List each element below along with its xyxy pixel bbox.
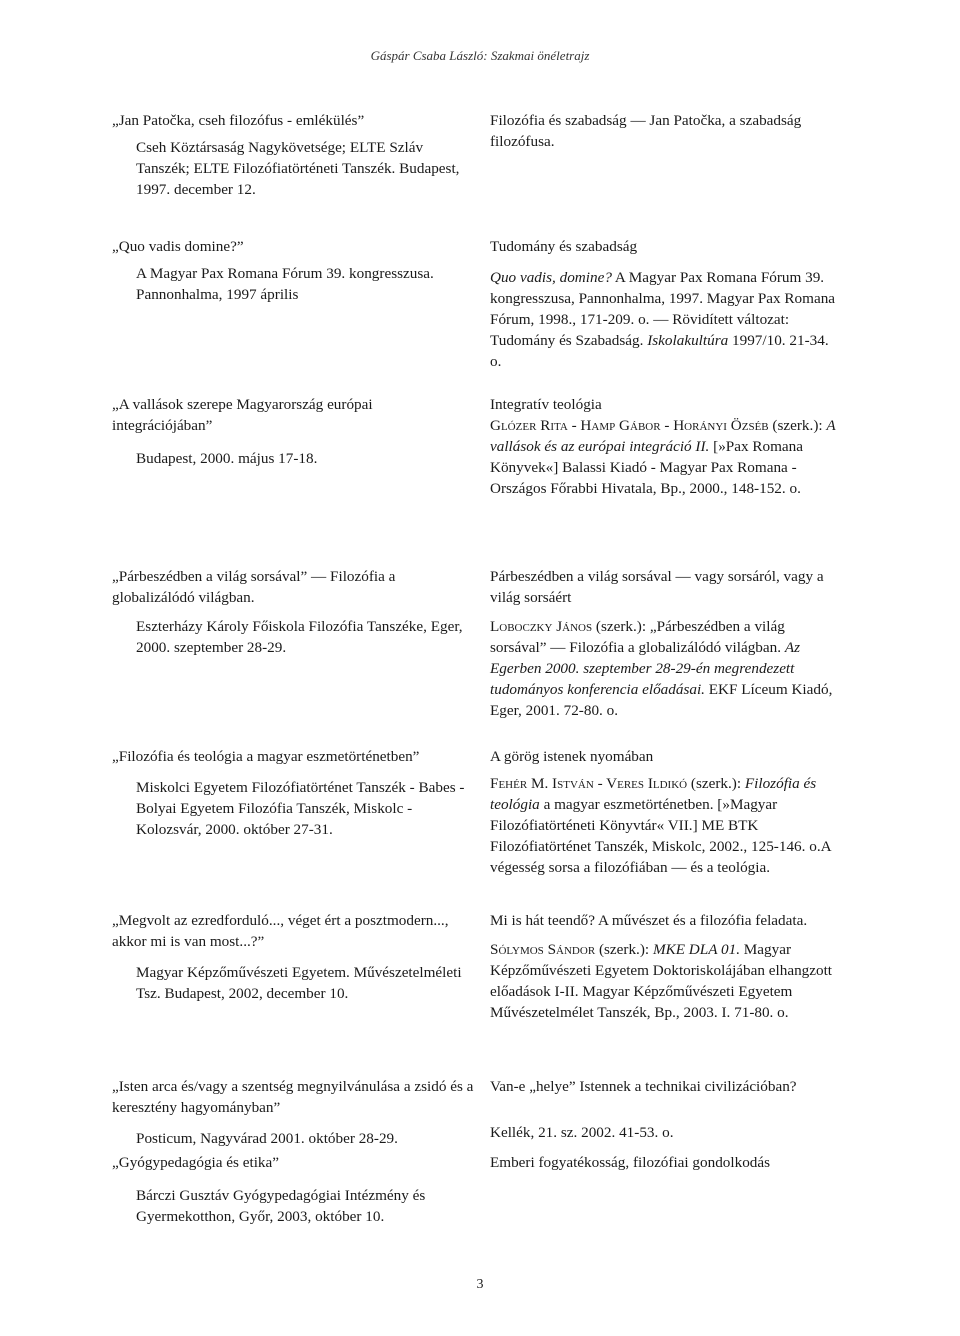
ref-title: Quo vadis, domine? <box>490 269 612 286</box>
ref-pages: 1997/10. 21-34. o. <box>490 332 829 370</box>
page-number: 3 <box>476 1277 484 1292</box>
event-entry <box>112 236 474 305</box>
event-location: Bárczi Gusztáv Gyógypedagógiai Intézmény és Gyermekotthon, Győr, 2003, október 10. <box>136 1187 426 1225</box>
publication-reference <box>490 616 840 721</box>
event-title: „Isten arca és/vagy a szentség megnyilvánulása a zsidó és a keresztény hagyományban” <box>112 1078 474 1116</box>
publication-entry <box>490 910 840 1023</box>
ref-editors: Loboczky János <box>490 618 593 635</box>
event-title: „Quo vadis domine?” <box>112 238 244 255</box>
ref-text: A Magyar Pax Romana Fórum 39. kongresszusa, Pannonhalma, 1997. Magyar Pax Romana Fórum, 1998., 171-209. o. — Rövidített változat: Tudomány és Szabadság. <box>490 269 836 349</box>
event-title: „Gyógypedagógia és etika” <box>112 1154 279 1171</box>
publication-title: Mi is hát teendő? A művészet és a filozófia feladata. <box>490 912 808 929</box>
event-location: Miskolci Egyetem Filozófiatörténet Tanszék - Babes - Bolyai Egyetem Filozófia Tanszék, Miskolc - Kolozsvár, 2000. október 27-31. <box>136 779 465 838</box>
ref-publisher: EKF Líceum Kiadó, Eger, 2001. 72-80. o. <box>490 681 833 719</box>
ref-journal: Iskolakultúra <box>647 332 729 349</box>
ref-book-title: A vallások és az európai integráció II. <box>490 417 836 455</box>
ref-text: (szerk.): <box>687 775 745 792</box>
publication-entry <box>490 236 840 372</box>
ref-publisher: Magyar Képzőművészeti Egyetem Doktoriskolájában elhangzott előadások I-II. Magyar Képzőművészeti Egyetem Művészetelmélet Tanszék, Bp., 2003. I. 71-80. o. <box>490 941 833 1021</box>
publications-column <box>490 110 840 1230</box>
publication-entry <box>490 110 840 152</box>
event-location: Eszterházy Károly Főiskola Filozófia Tanszéke, Eger, 2000. szeptember 28-29. <box>136 618 463 656</box>
publication-reference <box>490 773 840 878</box>
publication-title: Párbeszédben a világ sorsával — vagy sorsáról, vagy a világ sorsáért <box>490 568 824 606</box>
event-location: Budapest, 2000. május 17-18. <box>136 450 318 467</box>
publication-title: Emberi fogyatékosság, filozófiai gondolkodás <box>490 1154 771 1171</box>
publication-reference: Kellék, 21. sz. 2002. 41-53. o. <box>490 1124 674 1141</box>
event-title: „A vallások szerepe Magyarország európai integrációjában” <box>112 396 373 434</box>
publication-entry <box>490 394 840 499</box>
publication-title: Filozófia és szabadság — Jan Patočka, a szabadság filozófusa. <box>490 112 802 150</box>
publication-entry <box>490 746 840 878</box>
ref-book-title: Az Egerben 2000. szeptember 28-29-én megrendezett tudományos konferencia előadásai. <box>490 639 800 698</box>
event-title: „Jan Patočka, cseh filozófus - emlékülés” <box>112 112 365 129</box>
publication-entry <box>490 1152 840 1173</box>
ref-text: (szerk.): „Párbeszédben a világ sorsával” — Filozófia a globalizálódó világban. <box>490 618 785 656</box>
ref-book-title: MKE DLA 01. <box>652 941 740 958</box>
event-location: Cseh Köztársaság Nagykövetsége; ELTE Szláv Tanszék; ELTE Filozófiatörténeti Tanszék. Budapest, 1997. december 12. <box>136 139 460 198</box>
publication-title: Integratív teológia <box>490 396 602 413</box>
ref-publisher: a magyar eszmetörténetben. [»Magyar Filozófiatörténeti Könyvtár« VII.] ME BTK Filozófiatörténet Tanszék, Miskolc, 2002., 125-146. o.A végesség sorsa a filozófiában — és a teológia. <box>490 796 831 876</box>
events-column <box>112 110 474 1230</box>
event-entry <box>112 394 474 469</box>
event-location: A Magyar Pax Romana Fórum 39. kongresszusa. Pannonhalma, 1997 április <box>136 265 434 303</box>
ref-text: (szerk.): <box>595 941 653 958</box>
ref-editors: Fehér M. István - Veres Ildikó <box>490 775 688 792</box>
running-header: Gáspár Csaba László: Szakmai önéletrajz <box>370 48 590 63</box>
ref-editors: Sólymos Sándor <box>490 941 596 958</box>
ref-publisher: [»Pax Romana Könyvek«] Balassi Kiadó - Magyar Pax Romana - Országos Főrabbi Hivatala, Bp., 2000., 148-152. o. <box>490 438 803 497</box>
ref-text: (szerk.): <box>768 417 827 434</box>
publication-reference <box>490 415 840 499</box>
event-entry <box>112 746 474 840</box>
publication-reference <box>490 939 840 1023</box>
publication-reference <box>490 267 840 372</box>
event-entry <box>112 566 474 658</box>
event-title: „Párbeszédben a világ sorsával” — Filozófia a globalizálódó világban. <box>112 568 396 606</box>
event-location: Magyar Képzőművészeti Egyetem. Művészetelméleti Tsz. Budapest, 2002, december 10. <box>136 964 462 1002</box>
ref-book-title: Filozófia és teológia <box>490 775 817 813</box>
event-title: „Filozófia és teológia a magyar eszmetörténetben” <box>112 748 420 765</box>
publication-entry <box>490 1122 840 1143</box>
event-entry <box>112 910 474 1004</box>
publication-entry <box>490 1076 840 1097</box>
ref-editors: Glózer Rita - Hamp Gábor - Horányi Özséb <box>490 417 769 434</box>
event-entry <box>112 110 474 200</box>
event-title: „Megvolt az ezredforduló..., véget ért a posztmodern..., akkor mi is van most...?” <box>112 912 449 950</box>
publication-entry <box>490 566 840 721</box>
publication-title: Tudomány és szabadság <box>490 238 638 255</box>
publication-title: A görög istenek nyomában <box>490 748 654 765</box>
event-location: Posticum, Nagyvárad 2001. október 28-29. <box>136 1130 398 1147</box>
event-entry <box>112 1076 474 1149</box>
event-entry <box>112 1152 474 1227</box>
publication-title: Van-e „helye” Istennek a technikai civilizációban? <box>490 1078 797 1095</box>
